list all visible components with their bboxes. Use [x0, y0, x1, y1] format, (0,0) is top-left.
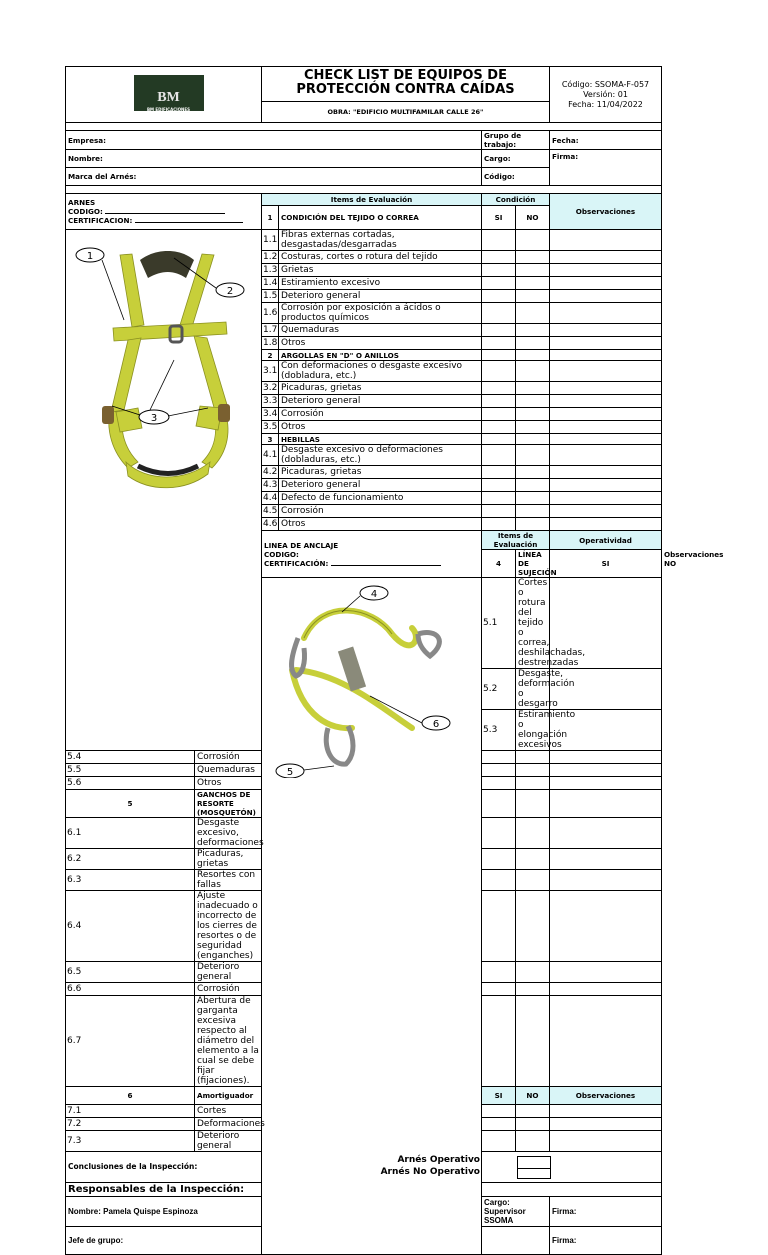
obs-cell[interactable]	[550, 337, 662, 350]
si-checkbox[interactable]	[482, 1131, 516, 1152]
si-checkbox[interactable]	[482, 382, 516, 395]
logo-text: BM	[157, 89, 180, 105]
obs-cell[interactable]	[550, 818, 662, 849]
si-checkbox[interactable]	[482, 408, 516, 421]
item-label: Corrosión	[195, 751, 262, 764]
no-checkbox[interactable]	[516, 264, 550, 277]
si-checkbox[interactable]	[482, 818, 516, 849]
doc-code: Código: SSOMA-F-057	[561, 79, 650, 89]
callout-5: 5	[286, 767, 294, 778]
item-label: Deterioro general	[195, 962, 262, 983]
harness-image	[66, 230, 260, 528]
si-checkbox[interactable]	[482, 479, 516, 492]
logo-subtext: BM EDIFICACIONES	[147, 106, 190, 112]
section-number: 3	[262, 434, 279, 445]
no-checkbox[interactable]	[516, 870, 550, 891]
item-number: 7.3	[66, 1131, 195, 1152]
si-checkbox[interactable]	[482, 264, 516, 277]
si-checkbox[interactable]	[482, 1118, 516, 1131]
item-label: Con deformaciones o desgaste excesivo (dobladura, etc.)	[279, 361, 482, 382]
no-checkbox[interactable]	[516, 324, 550, 337]
firma-field[interactable]: Firma:	[550, 150, 662, 186]
arnes-cert-label: CERTIFICACION:	[68, 216, 259, 225]
no-checkbox[interactable]	[516, 303, 550, 324]
item-label: Ajuste inadecuado o incorrecto de los cierres de resortes o de seguridad (enganches)	[195, 891, 262, 962]
doc-meta-cell	[550, 67, 662, 123]
section-number: 4	[482, 550, 516, 578]
si-checkbox[interactable]	[482, 466, 516, 479]
jefe-grupo[interactable]: Jefe de grupo:	[66, 1227, 550, 1255]
obs-cell[interactable]	[550, 479, 662, 492]
item-label: Defecto de funcionamiento	[279, 492, 482, 505]
item-number: 1.1	[262, 230, 279, 251]
item-label: Abertura de garganta excesiva respecto al diámetro del elemento a la cual se debe fijar (fijaciones).	[195, 996, 262, 1087]
no-checkbox[interactable]	[516, 505, 550, 518]
si-checkbox[interactable]	[482, 891, 516, 962]
callout-3: 3	[150, 413, 158, 424]
item-number: 1.5	[263, 291, 278, 301]
linea-label-cell	[262, 531, 482, 578]
si-checkbox[interactable]	[482, 518, 516, 531]
si-checkbox[interactable]	[482, 230, 516, 251]
arnes-no-operativo-label: Arnés No Operativo	[380, 1167, 480, 1177]
section-title: HEBILLAS	[279, 434, 482, 445]
no-checkbox[interactable]	[516, 764, 550, 777]
obs-cell[interactable]	[550, 303, 662, 324]
no-checkbox[interactable]	[516, 891, 550, 962]
no-checkbox[interactable]	[516, 466, 550, 479]
item-number: 7.1	[66, 1105, 195, 1118]
section-number: 1	[262, 206, 279, 230]
empresa-field[interactable]: Empresa:	[66, 131, 482, 150]
obs-cell[interactable]	[550, 230, 662, 251]
grupo-field[interactable]: Grupo de trabajo:	[482, 131, 550, 150]
item-label: Desgaste excesivo, deformaciones	[195, 818, 262, 849]
item-label: Picaduras, grietas	[195, 849, 262, 870]
item-number: 5.5	[66, 764, 195, 777]
si-checkbox[interactable]	[482, 1105, 516, 1118]
no-checkbox[interactable]	[516, 818, 550, 849]
nombre-field[interactable]: Nombre:	[66, 150, 482, 168]
codigo-field[interactable]: Código:	[482, 168, 550, 186]
item-number: 6.5	[66, 962, 195, 983]
si-header: SI	[550, 550, 662, 578]
item-number: 4.3	[263, 480, 278, 490]
item-label: Corrosión	[195, 983, 262, 996]
responsable-nombre: Nombre: Pamela Quispe Espinoza	[66, 1197, 482, 1227]
obs-cell[interactable]	[550, 505, 662, 518]
callout-1: 1	[86, 251, 94, 262]
si-checkbox[interactable]	[482, 395, 516, 408]
no-checkbox[interactable]	[516, 1105, 550, 1118]
linea-label: LINEA DE ANCLAJE	[264, 540, 339, 550]
conclusion-label: Conclusiones de la Inspección:	[68, 1162, 198, 1171]
section-title: GANCHOS DE RESORTE (MOSQUETÓN)	[195, 790, 262, 818]
arnes-label-cell	[66, 194, 262, 230]
obs-cell[interactable]	[550, 290, 662, 303]
no-checkbox[interactable]	[516, 518, 550, 531]
no-checkbox[interactable]	[516, 492, 550, 505]
item-number: 4.1	[262, 445, 279, 466]
obs-header: Observaciones	[550, 1087, 662, 1105]
si-checkbox[interactable]	[482, 290, 516, 303]
item-number: 1.2	[263, 252, 278, 262]
doc-date: Fecha: 11/04/2022	[568, 99, 643, 109]
no-checkbox[interactable]	[516, 421, 550, 434]
item-number: 4.2	[263, 467, 278, 477]
no-checkbox[interactable]	[516, 251, 550, 264]
si-checkbox[interactable]	[482, 983, 516, 996]
si-header: SI	[482, 1087, 516, 1105]
item-label: Deformaciones	[195, 1118, 262, 1131]
item-number: 4.5	[263, 506, 278, 516]
item-label: Desgaste excesivo o deformaciones (dobladuras, etc.)	[279, 445, 482, 466]
no-checkbox[interactable]	[516, 277, 550, 290]
obs-cell[interactable]	[550, 996, 662, 1087]
no-checkbox[interactable]	[516, 849, 550, 870]
item-number: 5.1	[482, 578, 516, 669]
no-checkbox[interactable]	[516, 996, 550, 1087]
no-checkbox[interactable]	[516, 983, 550, 996]
item-label: Otros	[279, 421, 482, 434]
obs-cell[interactable]	[550, 445, 662, 466]
section-number: 6	[66, 1087, 195, 1105]
conclusion-row	[66, 1152, 662, 1183]
item-label: Quemaduras	[279, 324, 482, 337]
page-title: CHECK LIST DE EQUIPOS DE PROTECCIÓN CONTRA CAÍDAS	[262, 67, 549, 102]
obs-cell[interactable]	[550, 277, 662, 290]
callout-2: 2	[226, 286, 234, 297]
item-number: 5.3	[482, 710, 516, 751]
responsable-firma[interactable]: Firma:	[550, 1197, 662, 1227]
obs-cell[interactable]	[550, 777, 662, 790]
no-header: NO	[516, 206, 550, 230]
item-label: Deterioro general	[279, 290, 482, 303]
arnes-items-header: Items de Evaluación	[262, 194, 482, 206]
callout-4: 4	[370, 589, 378, 600]
item-label: Quemaduras	[195, 764, 262, 777]
marca-field[interactable]: Marca del Arnés:	[66, 168, 482, 186]
obs-cell[interactable]	[550, 764, 662, 777]
item-label: Otros	[279, 518, 482, 531]
si-checkbox[interactable]	[482, 870, 516, 891]
item-label: Desgaste, deformación o desgarro	[516, 669, 550, 710]
si-header: SI	[482, 206, 516, 230]
doc-version: Versión: 01	[583, 89, 628, 99]
si-checkbox[interactable]	[482, 764, 516, 777]
item-number: 1.4	[263, 278, 278, 288]
item-number: 5.6	[66, 777, 195, 790]
item-number: 6.2	[66, 849, 195, 870]
si-checkbox[interactable]	[482, 777, 516, 790]
item-number: 6.3	[66, 870, 195, 891]
si-checkbox[interactable]	[482, 505, 516, 518]
section-title: ARGOLLAS EN "D" O ANILLOS	[279, 350, 482, 361]
item-number: 1.8	[263, 338, 278, 348]
item-number: 5.2	[482, 669, 516, 710]
title-cell	[262, 67, 550, 123]
si-checkbox[interactable]	[482, 445, 516, 466]
obs-cell[interactable]	[550, 251, 662, 264]
si-checkbox[interactable]	[550, 669, 662, 710]
no-checkbox[interactable]	[516, 751, 550, 764]
item-label: Otros	[195, 777, 262, 790]
si-checkbox[interactable]	[482, 277, 516, 290]
si-checkbox[interactable]	[482, 996, 516, 1087]
item-number: 5.4	[66, 751, 195, 764]
linea-operatividad-header: Operatividad	[550, 531, 662, 550]
item-label: Cortes	[195, 1105, 262, 1118]
item-label: Fibras externas cortadas, desgastadas/desgarradas	[279, 230, 482, 251]
no-checkbox[interactable]	[516, 777, 550, 790]
item-number: 6.6	[66, 983, 195, 996]
si-checkbox[interactable]	[482, 962, 516, 983]
item-label: Grietas	[279, 264, 482, 277]
item-label: Deterioro general	[195, 1131, 262, 1152]
no-checkbox[interactable]	[516, 962, 550, 983]
item-label: Picaduras, grietas	[279, 466, 482, 479]
no-checkbox[interactable]	[516, 1131, 550, 1152]
obs-cell[interactable]	[550, 962, 662, 983]
item-number: 6.7	[66, 996, 195, 1087]
obra-label: OBRA: "EDIFICIO MULTIFAMILAR CALLE 26"	[327, 108, 484, 116]
arnes-codigo-label: CODIGO:	[68, 207, 259, 216]
item-number: 6.1	[66, 818, 195, 849]
responsables-title: Responsables de la Inspección:	[66, 1183, 662, 1197]
item-label: Corrosión por exposición a ácidos o productos químicos	[279, 303, 482, 324]
cargo-field[interactable]: Cargo:	[482, 150, 550, 168]
obs-cell[interactable]	[550, 264, 662, 277]
no-checkbox[interactable]	[516, 479, 550, 492]
no-checkbox[interactable]	[516, 337, 550, 350]
si-checkbox[interactable]	[482, 751, 516, 764]
item-number: 3.5	[263, 422, 278, 432]
item-number: 3.4	[263, 409, 278, 419]
arnes-condicion-header: Condición	[482, 194, 550, 206]
item-number: 4.4	[263, 493, 278, 503]
item-label: Resortes con fallas	[195, 870, 262, 891]
si-checkbox[interactable]	[482, 251, 516, 264]
item-number: 3.2	[263, 383, 278, 393]
si-checkbox[interactable]	[482, 421, 516, 434]
lanyard-image	[262, 578, 456, 778]
responsable-cargo: Cargo: Supervisor SSOMA	[482, 1197, 550, 1227]
company-logo	[134, 75, 204, 111]
obs-cell[interactable]	[550, 983, 662, 996]
no-operativo-checkbox[interactable]	[517, 1167, 551, 1179]
section-title: LÍNEA DE SUJECIÓN	[516, 550, 550, 578]
si-checkbox[interactable]	[482, 849, 516, 870]
item-number: 4.6	[263, 519, 278, 529]
checklist-page	[65, 66, 724, 1245]
item-number: 3.1	[262, 361, 279, 382]
item-number: 3.3	[263, 396, 278, 406]
arnes-label: ARNES	[68, 198, 96, 207]
no-checkbox[interactable]	[516, 361, 550, 382]
checklist-table: BM BM EDIFICACIONES CHECK LIST DE EQUIPOS DE PROTECCIÓN CONTRA CAÍDAS OBRA: "EDIFICIO MULTIFAMILAR CALLE 26" Código: SSOMA-F-057 Versión: 01 Fecha: 11/04/2022 Empresa: Grupo de trabajo: Fecha: Nombre: Cargo: Firma: Marca del Arnés: Código: ARNES CODIGO: CERTIFICACION: Items de Evaluación Condición Observaciones 1 CONDICIÓN DEL TEJIDO O CORREA SI NO 1 2 3 1.1 Fibras externas cortadas, desgastadas/desgarradas 1.2 Costuras, cortes o rotura del tejido 1.3 Grietas 1.4 Estiramiento excesivo 1.5 Deterioro general 1.6 Corrosión por exposición a ácidos o productos químicos 1.7 Quemaduras 1.8 Otros 2 ARGOLLAS EN "D" O ANILLOS 3.1 Con deformaciones o desgaste excesivo (dobladura, etc.) 3.2 Picaduras, grietas 3.3 Deterioro general 3.4 Corrosión 3.5 Otros 3 HEBILLAS 4.1 Desgaste excesivo o deformaciones (dobladuras, etc.) 4.2 Picaduras, grietas 4.3 Deterioro general 4.4 Defecto de funcionamiento 4.5 Corrosión 4.6 Otros LINEA DE ANCLAJE CODIGO: CERTIFICACIÓN: Items de Evaluación Operatividad Observaciones 4 LÍNEA DE SUJECIÓN SI NO 4 5 6 5.1 Cortes o rotura del tejido o correa, deshilachadas, destrenzadas 5.2 Desgaste, deformación o desgarro 5.3 Estiramiento o elongación excesivos 5.4 Corrosión 5.5 Quemaduras 5.6 Otros 5 GANCHOS DE RESORTE (MOSQUETÓN) 6.1 Desgaste excesivo, deformaciones 6.2 Picaduras, grietas 6.3 Resortes con fallas 6.4 Ajuste inadecuado o incorrecto de los cierres de resortes o de seguridad (enganches) 6.5 Deterioro general 6.6 Corrosión 6.7 Abertura de garganta excesiva respecto al diámetro del elemento a la cual se debe fijar (fijaciones). 6 Amortiguador SI NO Observaciones 7.1 Cortes 7.2 Deformaciones 7.3 Deterioro general Conclusiones de la Inspección: Arnés Operativo Arnés No Operativo Responsables de la Inspección: Nombre: Pamela Quispe Espinoza Cargo: Supervisor SSOMA Firma: Jefe de grupo: Firma:	[65, 66, 662, 1255]
obs-cell[interactable]	[550, 751, 662, 764]
obs-cell[interactable]	[550, 518, 662, 531]
si-checkbox[interactable]	[482, 303, 516, 324]
obs-cell[interactable]	[550, 1105, 662, 1118]
item-label: Costuras, cortes o rotura del tejido	[279, 251, 482, 264]
item-label: Deterioro general	[279, 395, 482, 408]
no-checkbox[interactable]	[516, 290, 550, 303]
item-number: 7.2	[66, 1118, 195, 1131]
item-label: Corrosión	[279, 408, 482, 421]
item-label: Otros	[279, 337, 482, 350]
obs-cell[interactable]	[550, 408, 662, 421]
obs-cell[interactable]	[550, 492, 662, 505]
si-checkbox[interactable]	[482, 361, 516, 382]
item-number: 1.6	[262, 303, 279, 324]
section-number: 5	[66, 790, 195, 818]
item-label: Corrosión	[279, 505, 482, 518]
si-checkbox[interactable]	[482, 324, 516, 337]
no-checkbox[interactable]	[516, 1118, 550, 1131]
obs-cell[interactable]	[550, 466, 662, 479]
item-label: Cortes o rotura del tejido o correa, deshilachadas, destrenzadas	[516, 578, 550, 669]
item-number: 6.4	[66, 891, 195, 962]
si-checkbox[interactable]	[482, 337, 516, 350]
obs-cell[interactable]	[550, 382, 662, 395]
obs-cell[interactable]	[550, 1118, 662, 1131]
item-label: Estiramiento excesivo	[279, 277, 482, 290]
section-number: 2	[262, 350, 279, 361]
item-label: Estiramiento o elongación excesivos	[516, 710, 550, 751]
item-label: Picaduras, grietas	[279, 382, 482, 395]
linea-items-header: Items de Evaluación	[482, 531, 550, 550]
obs-cell[interactable]	[550, 1131, 662, 1152]
arnes-operativo-label: Arnés Operativo	[397, 1155, 480, 1165]
logo-cell	[66, 67, 262, 123]
jefe-firma[interactable]: Firma:	[550, 1227, 662, 1255]
fecha-field[interactable]: Fecha:	[550, 131, 662, 150]
si-checkbox[interactable]	[482, 492, 516, 505]
obs-cell[interactable]	[550, 849, 662, 870]
linea-codigo-label: CODIGO:	[264, 549, 299, 559]
arnes-obs-header: Observaciones	[550, 194, 662, 230]
obs-cell[interactable]	[550, 891, 662, 962]
obs-cell[interactable]	[550, 395, 662, 408]
obs-cell[interactable]	[550, 324, 662, 337]
item-number: 1.7	[263, 325, 278, 335]
no-checkbox[interactable]	[516, 395, 550, 408]
obs-cell[interactable]	[550, 870, 662, 891]
section-title: CONDICIÓN DEL TEJIDO O CORREA	[279, 206, 482, 230]
harness-image-cell	[66, 230, 262, 751]
no-checkbox[interactable]	[516, 445, 550, 466]
no-checkbox[interactable]	[516, 382, 550, 395]
section-title: Amortiguador	[195, 1087, 262, 1105]
no-checkbox[interactable]	[516, 230, 550, 251]
obs-cell[interactable]	[550, 421, 662, 434]
no-header: NO	[516, 1087, 550, 1105]
no-checkbox[interactable]	[516, 408, 550, 421]
item-number: 1.3	[263, 265, 278, 275]
obs-cell[interactable]	[550, 361, 662, 382]
item-label: Deterioro general	[279, 479, 482, 492]
linea-cert-label: CERTIFICACIÓN:	[264, 559, 479, 568]
callout-6: 6	[432, 719, 440, 730]
